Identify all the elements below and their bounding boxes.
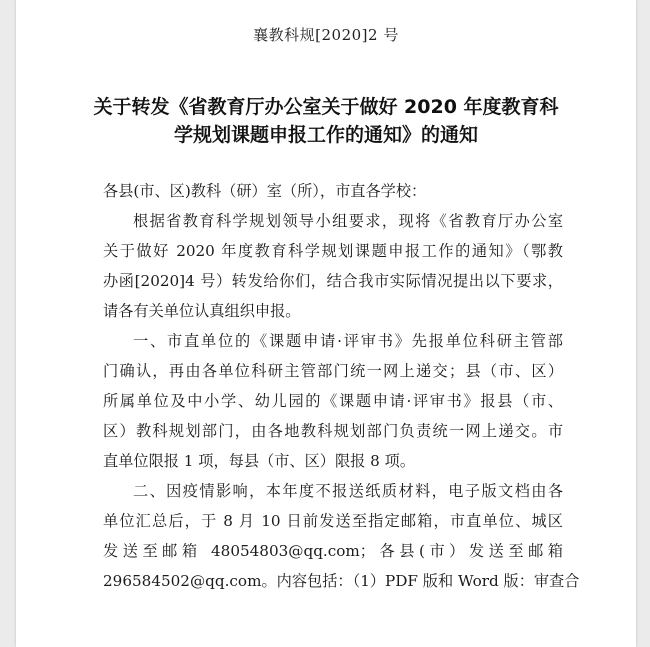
body-line: 所属单位及中小学、幼儿园的《课题申请·评审书》报县（市、 <box>103 392 563 410</box>
body-line: 关于做好 2020 年度教育科学规划课题申报工作的通知》（鄂教 <box>103 242 563 260</box>
salutation: 各县(市、区)教科（研）室（所），市直各学校： <box>103 182 427 200</box>
document-number: 襄教科规[2020]2 号 <box>253 26 399 44</box>
body-line: 办函[2020]4 号）转发给你们，结合我市实际情况提出以下要求， <box>103 272 563 290</box>
body-line: 单位汇总后，于 8 月 10 日前发送至指定邮箱，市直单位、城区 <box>103 512 563 530</box>
body-line: 一、市直单位的《课题申请·评审书》先报单位科研主管部 <box>133 332 563 350</box>
body-line: 二、因疫情影响，本年度不报送纸质材料，电子版文档由各 <box>133 482 563 500</box>
document-title-line-1: 关于转发《省教育厅办公室关于做好 2020 年度教育科 <box>93 96 559 118</box>
body-line: 门确认，再由各单位科研主管部门统一网上递交；县（市、区） <box>103 362 563 380</box>
body-line: 296584502@qq.com。内容包括：（1）PDF 版和 Word 版：审查合 <box>103 572 580 590</box>
body-line: 请各有关单位认真组织申报。 <box>103 302 301 320</box>
document-title-line-2: 学规划课题申报工作的通知》的通知 <box>173 124 478 146</box>
body-line: 根据省教育科学规划领导小组要求，现将《省教育厅办公室 <box>133 212 563 230</box>
body-line: 直单位限报 1 项，每县（市、区）限报 8 项。 <box>103 452 416 470</box>
body-line: 发送至邮箱 48054803@qq.com；各县(市）发送至邮箱 <box>103 542 563 560</box>
document-page <box>16 0 636 647</box>
body-line: 区）教科规划部门，由各地教科规划部门负责统一网上递交。市 <box>103 422 563 440</box>
